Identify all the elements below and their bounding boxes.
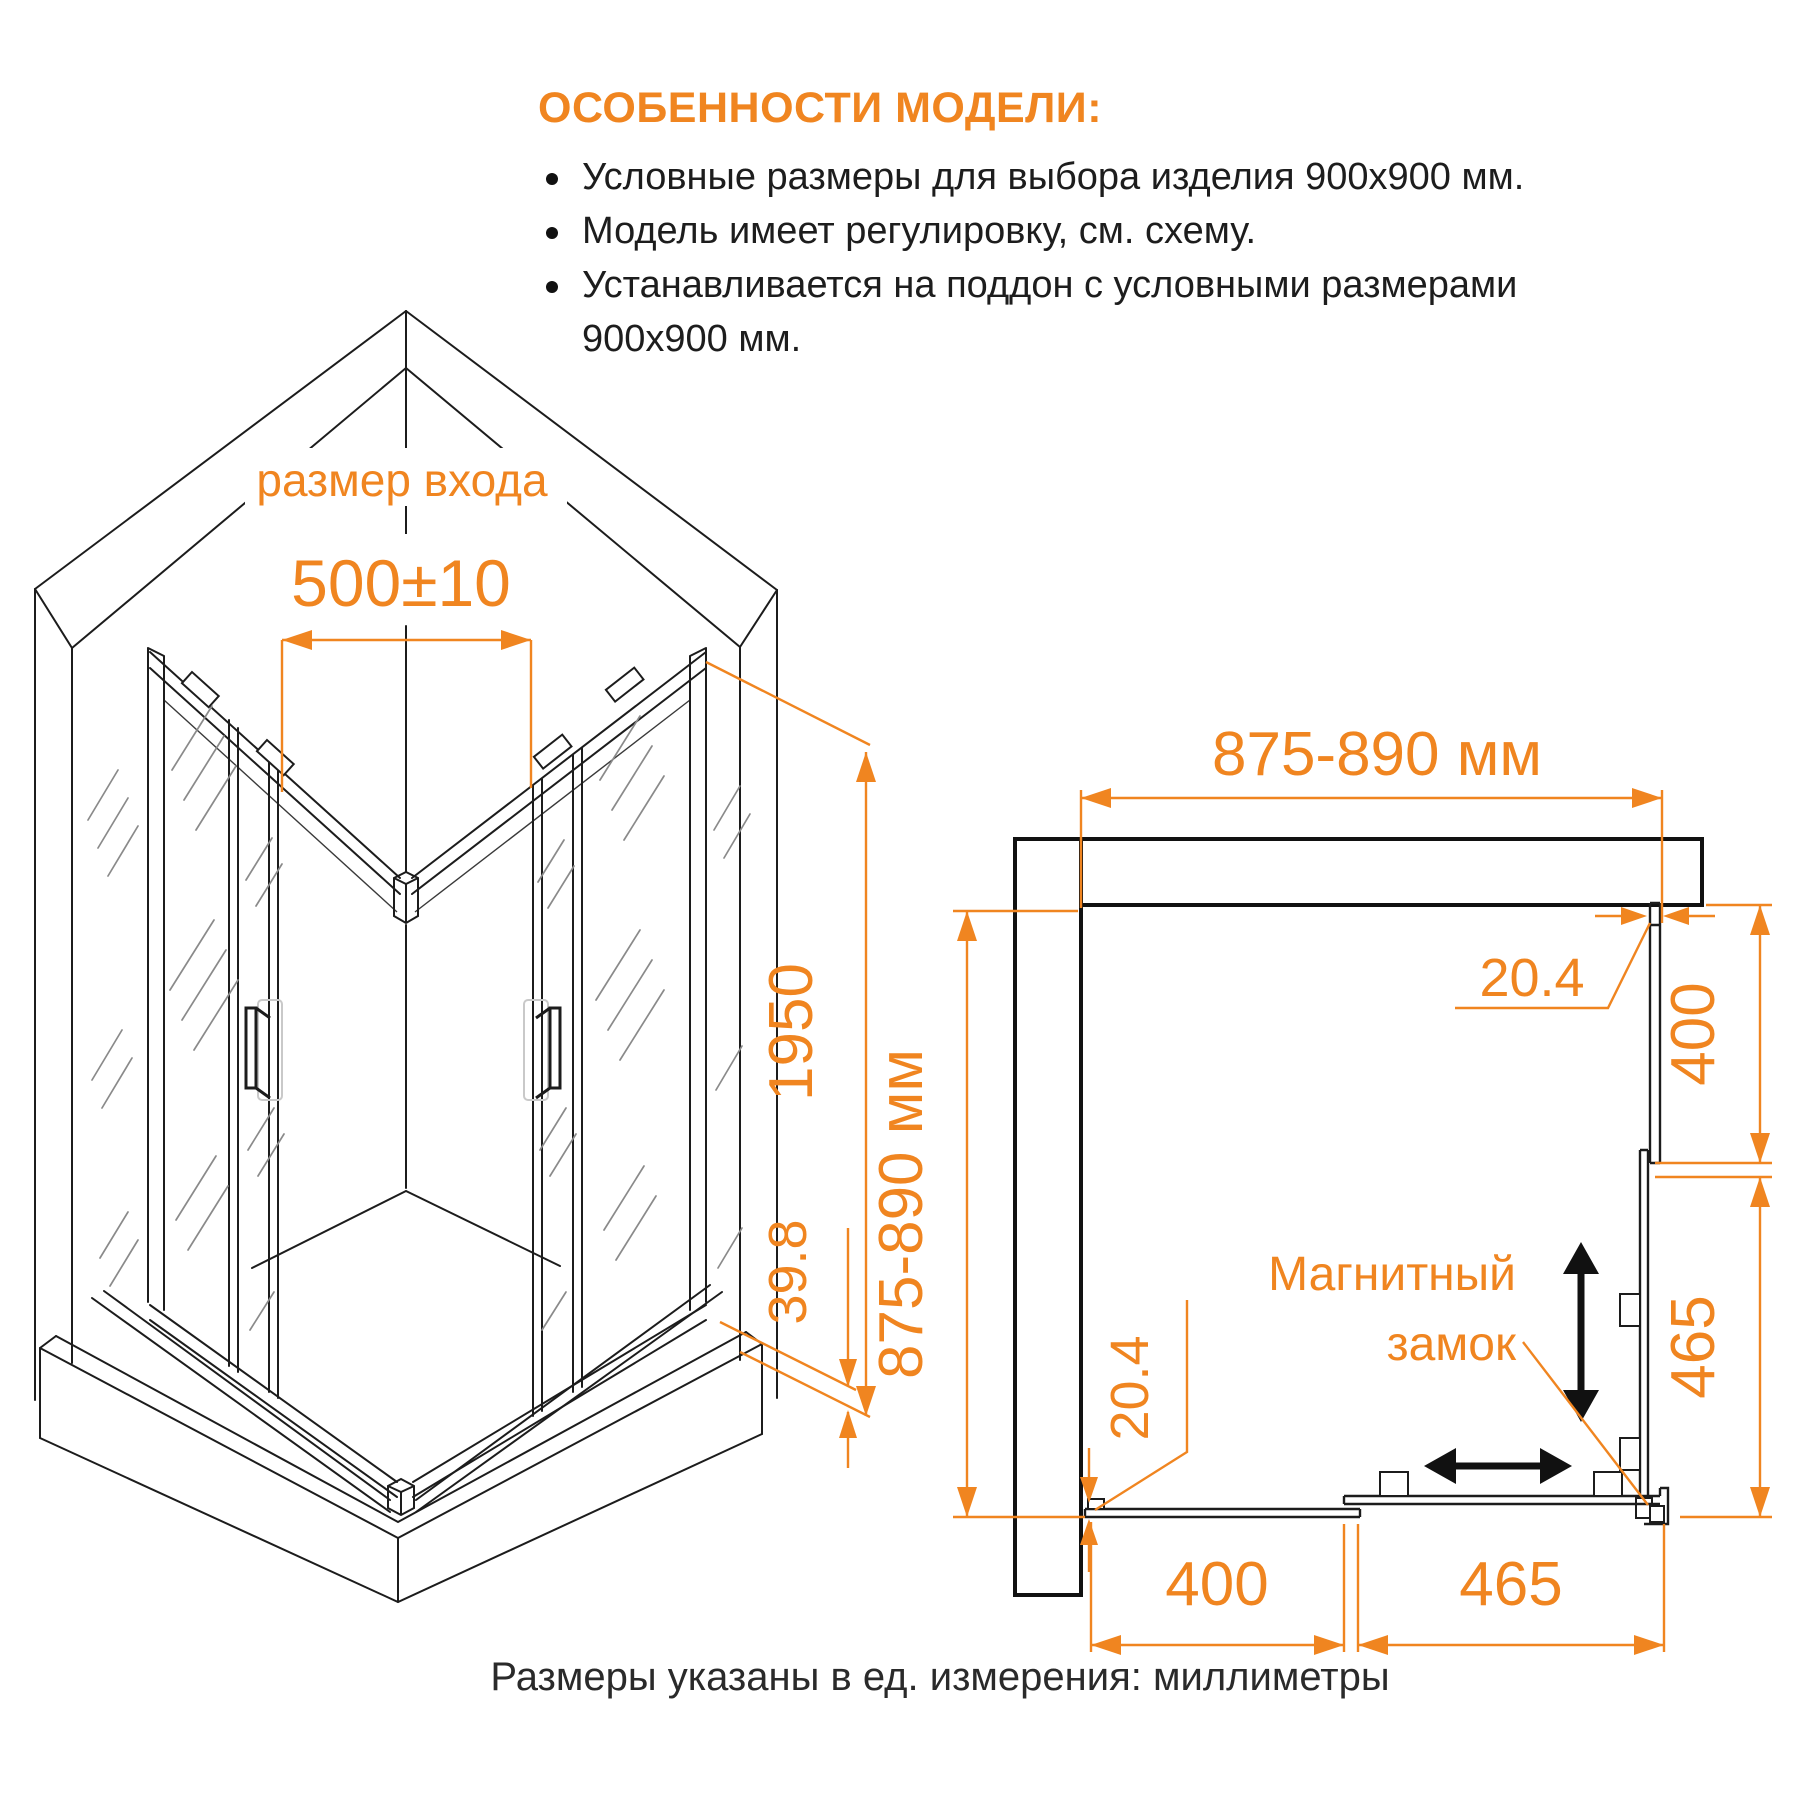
door-handle [246, 1000, 282, 1100]
iso-door-frames [148, 648, 706, 1497]
feature-title: ОСОБЕННОСТИ МОДЕЛИ: [538, 84, 1103, 132]
gap-bottom-value: 20.4 [1100, 1335, 1160, 1441]
plan-right-panels [1620, 903, 1660, 1518]
entry-size-label: размер входа [256, 454, 548, 506]
plan-bottom-panels [1085, 1472, 1668, 1524]
shower-tray [40, 1285, 762, 1602]
gap-top-value: 20.4 [1479, 948, 1585, 1008]
feature-item: Модель имеет регулировку, см. схему. [538, 205, 1618, 259]
bottom-door-value: 465 [1459, 1550, 1563, 1619]
height-value: 1950 [757, 963, 826, 1101]
feature-item: Условные размеры для выбора изделия 900х900 мм. [538, 151, 1618, 205]
right-fixed-value: 400 [1659, 982, 1728, 1086]
entry-size-value: 500±10 [291, 546, 511, 620]
bottom-fixed-value: 400 [1165, 1550, 1269, 1619]
plan-depth-value: 875-890 мм [867, 1048, 936, 1380]
isometric-view [35, 311, 876, 1602]
right-door-value: 465 [1659, 1295, 1728, 1399]
lock-label-line2: замок [1386, 1318, 1516, 1371]
iso-dimensions [245, 448, 876, 1468]
glass-hatching [88, 706, 750, 1330]
tray-height-value: 39.8 [758, 1219, 818, 1325]
units-note: Размеры указаны в ед. измерения: миллиметры [490, 1655, 1390, 1699]
feature-item: Устанавливается на поддон с условными размерами 900х900 мм. [538, 259, 1618, 367]
lock-label-line1: Магнитный [1268, 1248, 1516, 1301]
plan-width-value: 875-890 мм [1211, 720, 1543, 789]
plan-view [867, 720, 1772, 1655]
